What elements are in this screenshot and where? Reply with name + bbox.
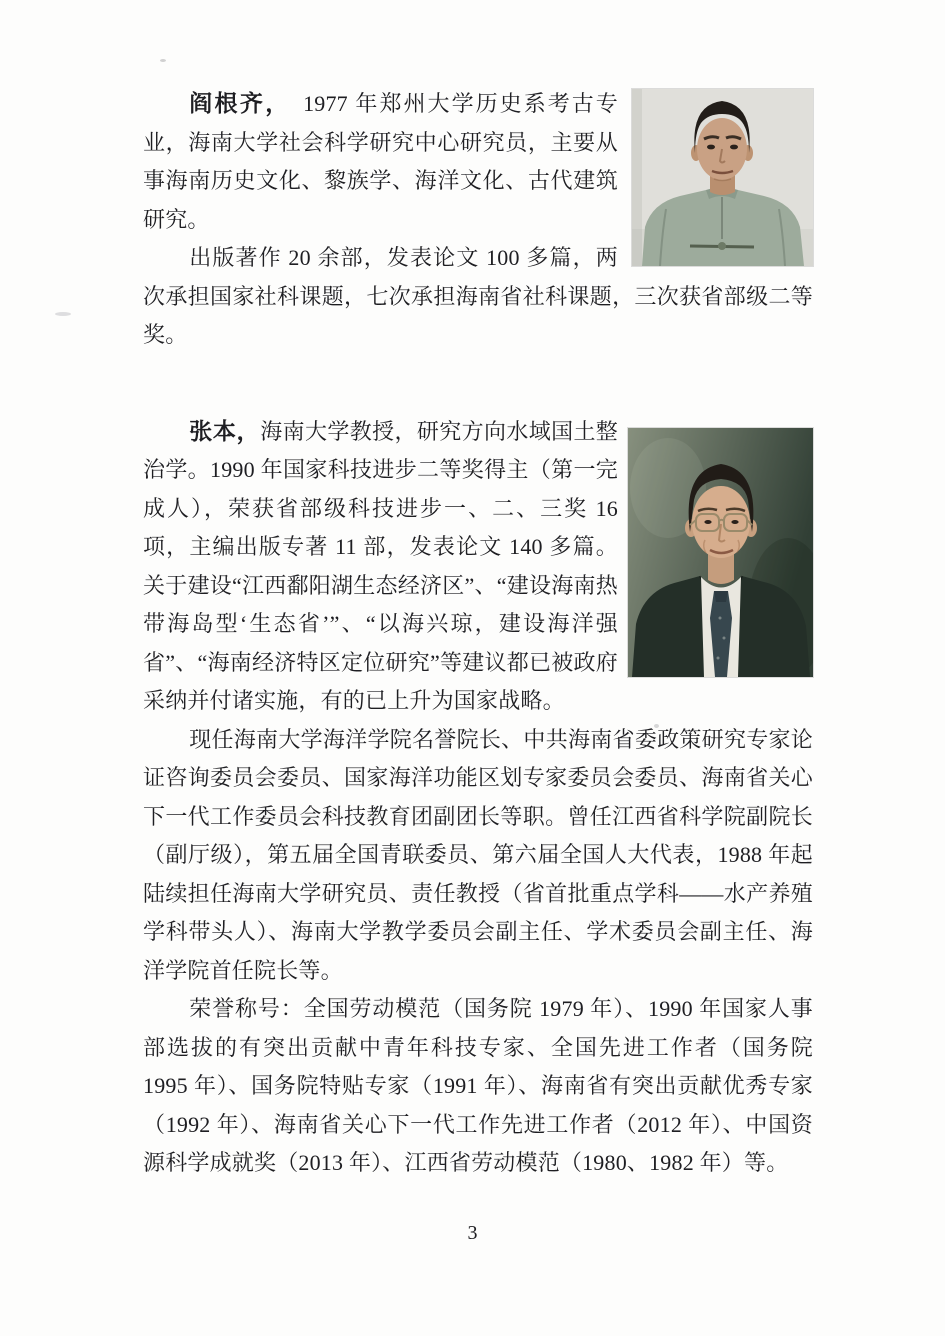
scan-artifact — [55, 312, 71, 316]
page-number: 3 — [467, 1222, 478, 1244]
bio-author-name: 张本， — [189, 418, 261, 444]
bio-intro-text: 1977 年郑州大学历史系考古专业，海南大学社会科学研究中心研究员，主要从事海南历史文化、黎族学、海洋文化、古代建筑研究。 — [143, 91, 619, 232]
bio-section-yan-genqi — [143, 85, 813, 355]
bio-paragraph: 荣誉称号：全国劳动模范（国务院 1979 年）、1990 年国家人事部选拔的有突出贡献中青年科技专家、全国先进工作者（国务院 1995 年）、国务院特贴专家（1991 年）、海南省有突出贡献优秀专家（1992 年）、海南省关心下一代工作先进工作者（2012 年）、中国资源科学成就奖（2013 年）、江西省劳动模范（1980、1982 年）等。 — [143, 996, 813, 1175]
bio-paragraph: 现任海南大学海洋学院名誉院长、中共海南省委政策研究专家论证咨询委员会委员、国家海洋功能区划专家委员会委员、海南省关心下一代工作委员会科技教育团副团长等职。曾任江西省科学院副院长（副厅级），第五届全国青联委员、第六届全国人大代表，1988 年起陆续担任海南大学研究员、责任教授（省首批重点学科——水产养殖学科带头人）、海南大学教学委员会副主任、学术委员会副主任、海洋学院首任院长等。 — [143, 726, 813, 983]
bio-author-name: 阎根齐， — [189, 91, 280, 116]
scan-artifact — [160, 59, 166, 62]
bio-intro-text: 海南大学教授，研究方向水域国土整治学。1990 年国家科技进步二等奖得主（第一完成人），荣获省部级科技进步一、二、三奖 16 项，主编出版专著 11 部，发表论文 140 多篇。关于建设“江西鄱阳湖生态经济区”、“建设海南热带海岛型‘生态省’”、“以海兴琼，建设海洋强省”、“海南经济特区定位研究”等建议都已被政府采纳并付诸实施，有的已上升为国家战略。 — [143, 418, 619, 713]
portrait-photo-zhang-ben — [628, 428, 813, 677]
page-body — [143, 85, 813, 1183]
bio-section-zhang-ben — [143, 413, 813, 1183]
bio-paragraph: 出版著作 20 余部，发表论文 100 多篇，两次承担国家社科课题，七次承担海南省社科课题，三次获省部级二等奖。 — [143, 245, 813, 347]
portrait-photo-yan-genqi — [632, 89, 813, 266]
